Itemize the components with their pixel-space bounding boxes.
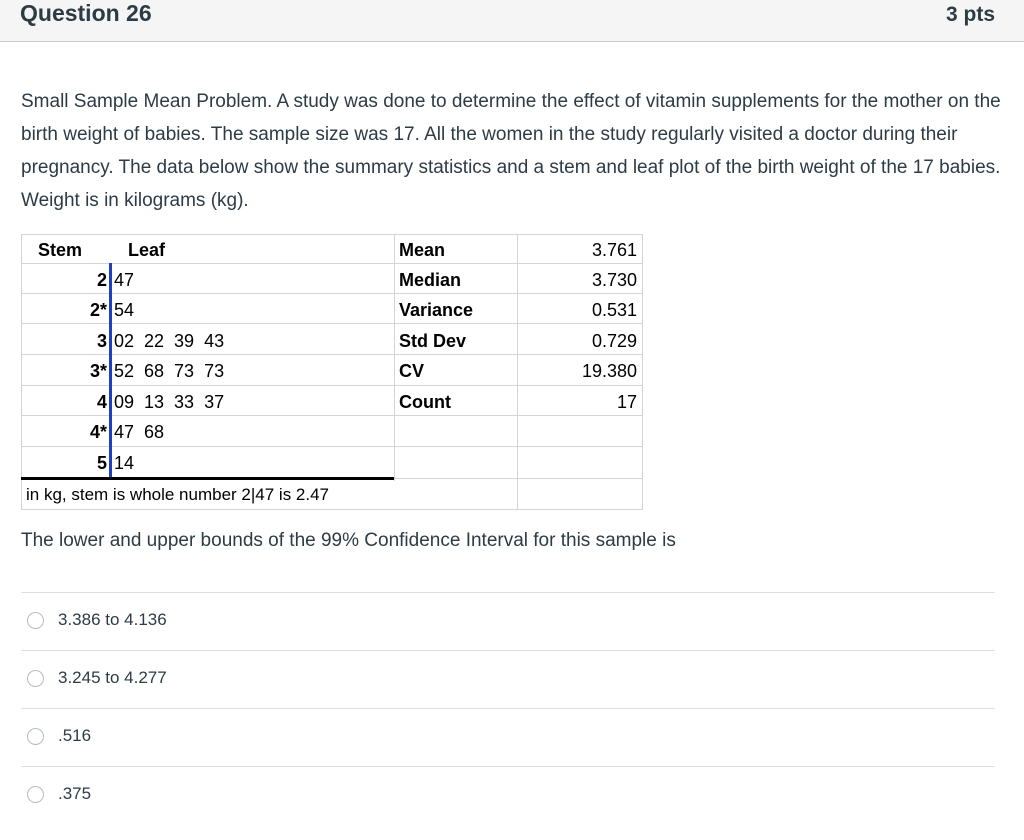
grid-line (21, 385, 643, 386)
stat-label: Variance (399, 300, 474, 320)
grid-line (21, 323, 643, 324)
grid-line (21, 293, 643, 294)
grid-line (394, 509, 643, 510)
grid-line (21, 234, 643, 235)
grid-line (21, 234, 22, 510)
stat-value: 17 (616, 392, 637, 412)
leaf-values: 47 68 (114, 422, 165, 442)
stat-value: 0.729 (591, 331, 637, 351)
question-points: 3 pts (945, 3, 995, 26)
radio-button[interactable] (27, 612, 44, 629)
grid-line (21, 263, 643, 264)
grid-line (394, 478, 643, 479)
stem-value: 3* (89, 361, 107, 381)
stat-value: 3.761 (591, 240, 637, 260)
leaf-values: 02 22 39 43 (114, 331, 225, 351)
stem-value: 5 (96, 453, 107, 473)
stem-leaf-baseline (21, 477, 394, 480)
radio-button[interactable] (27, 728, 44, 745)
stat-label: CV (399, 361, 425, 381)
answer-label[interactable]: 3.245 to 4.277 (58, 668, 167, 687)
stem-leaf-footnote: in kg, stem is whole number 2|47 is 2.47 (26, 485, 330, 504)
grid-line (21, 509, 394, 510)
stem-header: Stem (38, 240, 83, 260)
leaf-values: 52 68 73 73 (114, 361, 225, 381)
leaf-values: 54 (114, 300, 135, 320)
answer-option[interactable] (21, 766, 995, 824)
stat-value: 19.380 (581, 361, 637, 381)
leaf-values: 47 (114, 270, 135, 290)
leaf-header: Leaf (128, 240, 166, 260)
radio-button[interactable] (27, 786, 44, 803)
question-text (21, 85, 1006, 217)
stem-leaf-divider (109, 263, 112, 477)
question-header (0, 0, 1024, 42)
stem-value: 3 (96, 331, 107, 351)
stem-value: 4 (96, 392, 107, 412)
answer-label[interactable]: 3.386 to 4.136 (58, 610, 167, 629)
answer-list (21, 592, 995, 824)
grid-line (642, 234, 643, 510)
question-prompt: The lower and upper bounds of the 99% Confidence Interval for this sample is (21, 530, 676, 551)
question-paragraph: Small Sample Mean Problem. A study was done to determine the effect of vitamin supplements for the mother on the birth weight of babies. The sample size was 17. All the women in the study regularly visited a doctor during their pregnancy. The data below show the summary statistics and a stem and leaf plot of the birth weight of the 17 babies. Weight is in kilograms (kg). (21, 91, 1001, 211)
leaf-values: 09 13 33 37 (114, 392, 225, 412)
answer-option[interactable] (21, 650, 995, 708)
answer-label[interactable]: .516 (58, 726, 92, 745)
stat-label: Count (399, 392, 451, 412)
grid-line (394, 234, 395, 481)
grid-line (21, 354, 643, 355)
statistics-image (21, 234, 643, 510)
question-title: Question 26 (20, 0, 152, 26)
leaf-values: 14 (114, 453, 135, 473)
stat-label: Mean (399, 240, 446, 260)
stem-value: 2 (96, 270, 107, 290)
answer-option[interactable] (21, 708, 995, 766)
grid-line (21, 415, 643, 416)
stem-value: 4* (89, 422, 107, 442)
stat-label: Median (399, 270, 462, 290)
stat-label: Std Dev (399, 331, 467, 351)
radio-button[interactable] (27, 670, 44, 687)
answer-option[interactable] (21, 592, 995, 650)
grid-line (21, 446, 643, 447)
stem-value: 2* (89, 300, 107, 320)
grid-line (517, 234, 518, 510)
answer-label[interactable]: .375 (58, 784, 92, 803)
stat-value: 0.531 (591, 300, 637, 320)
stat-value: 3.730 (591, 270, 637, 290)
